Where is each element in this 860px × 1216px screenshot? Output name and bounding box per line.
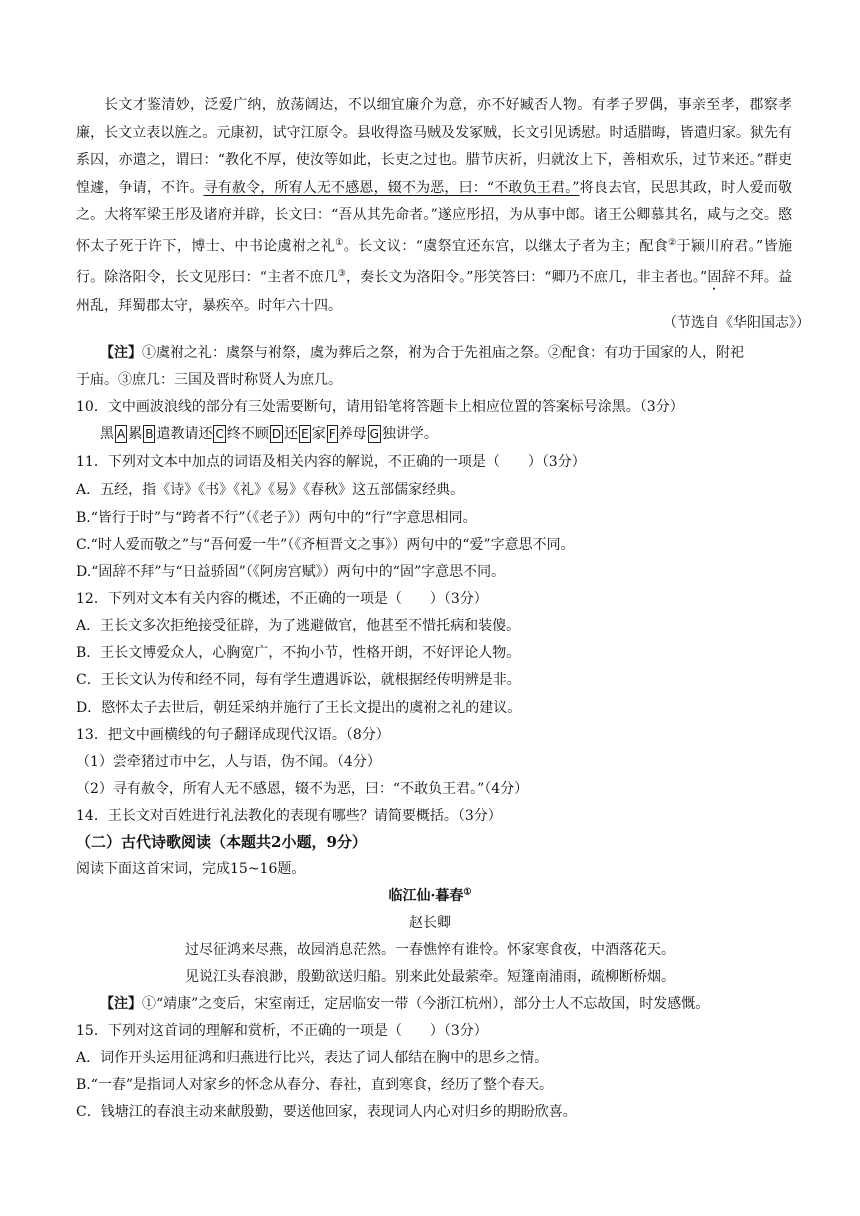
passage-text: ，奏长文为洛阳令。”彤笑答曰：“卿乃不庶几，非主者也。” bbox=[346, 269, 708, 286]
q10-text: 独讲学。 bbox=[381, 426, 438, 442]
question-13-stem: 13．把文中画横线的句子翻译成现代汉语。（8分） bbox=[76, 727, 390, 743]
note-mark: ③ bbox=[337, 268, 346, 279]
poem-author: 赵长卿 bbox=[409, 915, 451, 931]
answer-box-f[interactable]: F bbox=[328, 427, 336, 441]
passage-paragraph bbox=[76, 92, 792, 321]
poem-note bbox=[100, 993, 820, 1013]
q13-sentence-1: （1）尝牵猪过市中乞，人与语，伪不闻。（4分） bbox=[76, 754, 381, 770]
q11-option-c: C.“时人爱而敬之”与“吾何爱一牛”（《齐桓晋文之事》）两句中的“爱”字意思不同。 bbox=[76, 537, 575, 553]
question-11-stem: 11．下列对文本中加点的词语及相关内容的解说，不正确的一项是（ ）（3分） bbox=[76, 454, 586, 470]
question-14-stem: 14．王长文对百姓进行礼法教化的表现有哪些？请简要概括。（3分） bbox=[76, 808, 502, 824]
q10-text: 黑 bbox=[100, 426, 114, 442]
poem-title-text: 临江仙·暮春 bbox=[388, 888, 464, 904]
q10-text: 还 bbox=[284, 426, 299, 442]
question-10: 10．文中画波浪线的部分有三处需要断句，请用铅笔将答题卡上相应位置的答案标号涂黑。（3分） bbox=[76, 399, 684, 415]
question-15-stem: 15．下列对这首词的理解和赏析，不正确的一项是（ ）（3分） bbox=[76, 1023, 488, 1039]
classical-passage bbox=[76, 92, 792, 321]
q11-option-b: B.“皆行于时”与“跨者不行”（《老子》）两句中的“行”字意思相同。 bbox=[76, 510, 477, 526]
q11-option-a: A．五经，指《诗》《书》《礼》《易》《春秋》这五部儒家经典。 bbox=[76, 482, 465, 498]
notes-label: 【注】 bbox=[100, 996, 142, 1012]
notes-text: ①虞祔之礼：虞祭与祔祭，虞为葬后之祭，祔为合于先祖庙之祭。②配食：有功于国家的人，附祀 bbox=[142, 345, 744, 361]
poem-line-1: 过尽征鸿来尽燕，故园消息茫然。一春憔悴有谁怜。怀家寒食夜，中酒落花天。 bbox=[185, 942, 675, 958]
q10-text: 终不顾 bbox=[226, 426, 269, 442]
note-mark: ② bbox=[668, 237, 677, 248]
passage-text: 。长文议：“虞祭宜还东宫，以继太子者为主；配食 bbox=[343, 238, 669, 255]
section-heading: （二）古代诗歌阅读（本题共2小题，9分） bbox=[76, 833, 367, 851]
question-10-options bbox=[100, 423, 820, 443]
answer-box-e[interactable]: E bbox=[301, 427, 309, 441]
answer-box-b[interactable]: B bbox=[145, 427, 154, 441]
q10-text: 遣教请还 bbox=[156, 426, 213, 442]
notes-line-1 bbox=[100, 342, 820, 362]
answer-box-d[interactable]: D bbox=[271, 427, 282, 441]
passage-text: 于颍川府君。”皆施行。除洛阳令，长文见彤曰：“主者不庶几 bbox=[76, 238, 793, 286]
notes-line-2: 于庙。③庶几：三国及晋时称贤人为庶几。 bbox=[76, 372, 342, 388]
q15-option-a: A．词作开头运用征鸿和归燕进行比兴，表达了词人郁结在胸中的思乡之情。 bbox=[76, 1050, 549, 1066]
q13-sentence-2: （2）寻有赦令，所宥人无不感恩，辍不为恶，曰：“不敢负王君。”（4分） bbox=[76, 781, 529, 797]
note-mark: ① bbox=[335, 237, 344, 248]
question-12-stem: 12．下列对文本有关内容的概述，不正确的一项是（ ）（3分） bbox=[76, 591, 488, 607]
underlined-sentence: 寻有赦令，所宥人无不感恩，辍不为恶，曰：“不敢负王君。” bbox=[203, 179, 580, 196]
dotted-word: 固 bbox=[707, 269, 722, 286]
poem-title bbox=[0, 885, 860, 905]
q11-option-d: D.“固辞不拜”与“日益骄固”（《阿房宫赋》）两句中的“固”字意思不同。 bbox=[76, 564, 506, 580]
answer-box-g[interactable]: G bbox=[369, 427, 379, 441]
poem-line-2: 见说江头春浪渺，殷勤欲送归船。别来此处最萦牵。短篷南浦雨，疏柳断桥烟。 bbox=[185, 969, 675, 985]
passage-text: 辞不拜。益州乱，拜蜀郡太守，暴疾卒。时年六十四。 bbox=[76, 269, 793, 315]
q15-option-b: B.“一春”是指词人对家乡的怀念从春分、春社，直到寒食，经历了整个春天。 bbox=[76, 1077, 554, 1093]
source-citation: （节选自《华阳国志》） bbox=[663, 315, 810, 331]
q10-text: 家 bbox=[311, 426, 326, 442]
answer-box-c[interactable]: C bbox=[215, 427, 224, 441]
q12-option-c: C．王长文认为传和经不同，每有学生遭遇诉讼，就根据经传明辨是非。 bbox=[76, 672, 521, 688]
q12-option-d: D．愍怀太子去世后，朝廷采纳并施行了王长文提出的虞祔之礼的建议。 bbox=[76, 700, 522, 716]
answer-box-a[interactable]: A bbox=[117, 427, 126, 441]
poem-note-text: ①“靖康”之变后，宋室南迁，定居临安一带（今浙江杭州），部分士人不忘故国，时发感慨。 bbox=[142, 996, 710, 1012]
section-intro: 阅读下面这首宋词，完成15~16题。 bbox=[76, 861, 306, 877]
note-mark: ① bbox=[463, 887, 472, 898]
q10-text: 养母 bbox=[338, 426, 367, 442]
q10-text: 累 bbox=[128, 426, 143, 442]
q12-option-b: B．王长文博爱众人，心胸宽广，不拘小节，性格开朗，不好评论人物。 bbox=[76, 645, 521, 661]
passage-text: 长文才鉴清妙，泛爱广纳，放荡阔达，不以细宜廉介为意，亦不好臧否人物。有孝子罗偶，事亲至孝，郡察孝廉，长文立表以旌之。元康初，试守江原令。县收得盗马贼及发冢贼，长文引见诱慰。时适腊晦，皆遣归家。狱先有系囚，亦遣之，谓曰：“教化不厚，使汝等如此，长吏之过也。腊节庆祈，归就汝上下，善相欢乐，过节来还。”群吏惶遽，争请，不许。 bbox=[76, 97, 792, 196]
q12-option-a: A．王长文多次拒绝接受征辟，为了逃避做官，他甚至不惜托病和装傻。 bbox=[76, 618, 521, 634]
passage-text: 将良去官，民思其政，时人爱而敬之。大将军梁王彤及诸府并辟，长文曰：“吾从其先命者。”遂应彤招，为从事中郎。诸王公卿慕其名，咸与之交。愍怀太子死于许下，博士、中书论虞祔之礼 bbox=[76, 179, 792, 255]
notes-label: 【注】 bbox=[100, 345, 142, 361]
q15-option-c: C．钱塘江的春浪主动来献殷勤，要送他回家，表现词人内心对归乡的期盼欣喜。 bbox=[76, 1104, 577, 1120]
